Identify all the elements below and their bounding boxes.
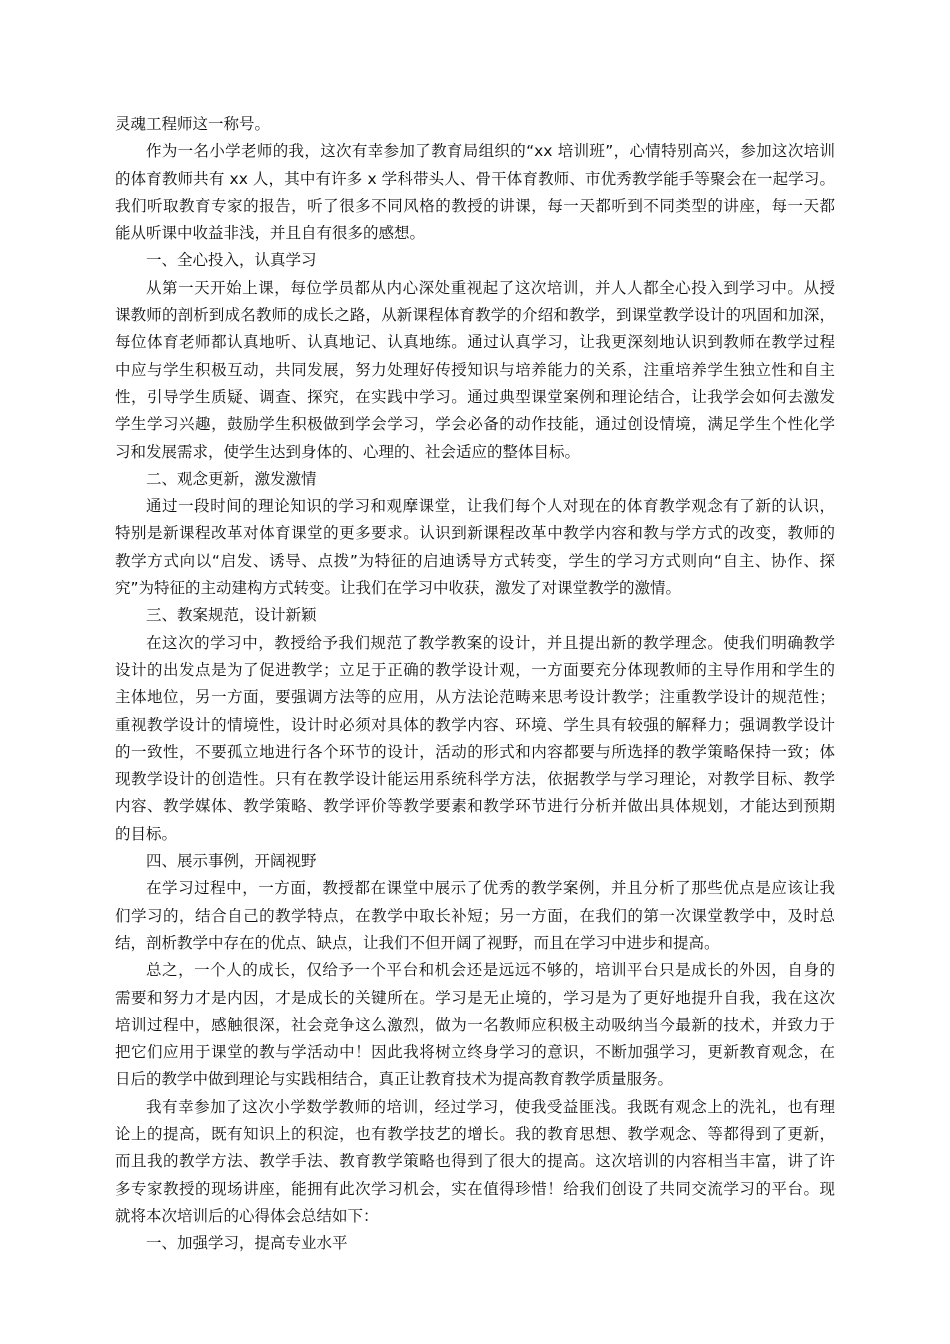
paragraph-line: 习和发展需求，使学生达到身体的、心理的、社会适应的整体目标。	[115, 442, 581, 461]
paragraph-first-line: 通过一段时间的理论知识的学习和观摩课堂，让我们每个人对现在的体育教学观念有了新的认识，	[146, 497, 835, 516]
paragraph-line: 多专家教授的现场讲座，能拥有此次学习机会，实在值得珍惜！给我们创设了共同交流学习的平台。现	[115, 1179, 835, 1198]
paragraph-line: 就将本次培训后的心得体会总结如下：	[115, 1206, 379, 1225]
paragraph-line: 日后的教学中做到理论与实践相结合，真正让教育技术为提高教育教学质量服务。	[115, 1070, 674, 1089]
paragraph-line: 能从听课中收益非浅，并且自有很多的感想。	[115, 224, 426, 243]
paragraph-line: 教学方式向以“启发、诱导、点拨”为特征的启迪诱导方式转变，学生的学习方式则向“自主、协作、探	[115, 551, 835, 570]
paragraph-line: 每位体育老师都认真地听、认真地记、认真地练。通过认真学习，让我更深刻地认识到教师在教学过程	[115, 333, 835, 352]
paragraph-line: 性，引导学生质疑、调查、探究，在实践中学习。通过典型课堂案例和理论结合，让我学会如何去激发	[115, 387, 835, 406]
paragraph-line: 究”为特征的主动建构方式转变。让我们在学习中收获，激发了对课堂教学的激情。	[115, 579, 682, 598]
paragraph-line: 设计的出发点是为了促进教学；立足于正确的教学设计观，一方面要充分体现教师的主导作用和学生的	[115, 660, 835, 679]
paragraph-first-line: 一、全心投入，认真学习	[146, 251, 317, 270]
paragraph-first-line: 我有幸参加了这次小学数学教师的培训，经过学习，使我受益匪浅。我既有观念上的洗礼，也有理	[146, 1097, 835, 1116]
paragraph-line: 学生学习兴趣，鼓励学生积极做到学会学习，学会必备的动作技能，通过创设情境，满足学生个性化学	[115, 415, 835, 434]
paragraph-first-line: 作为一名小学老师的我，这次有幸参加了教育局组织的“xx 培训班”，心情特别高兴，参加这次培训	[146, 142, 835, 161]
paragraph-line: 需要和努力才是内因，才是成长的关键所在。学习是无止境的，学习是为了更好地提升自我，我在这次	[115, 988, 835, 1007]
document-body	[115, 111, 835, 1257]
paragraph-line: 把它们应用于课堂的教与学活动中！因此我将树立终身学习的意识，不断加强学习，更新教育观念，在	[115, 1043, 835, 1062]
paragraph-line: 的体育教师共有 xx 人，其中有许多 x 学科带头人、骨干体育教师、市优秀教学能手等聚会在一起学习。	[115, 169, 835, 188]
paragraph-line: 的目标。	[115, 824, 178, 843]
paragraph-line: 重视教学设计的情境性，设计时必须对具体的教学内容、环境、学生具有较强的解释力；强调教学设计	[115, 715, 835, 734]
paragraph-first-line: 在这次的学习中，教授给予我们规范了教学教案的设计，并且提出新的教学理念。使我们明确教学	[146, 633, 835, 652]
paragraph-first-line: 三、教案规范，设计新颖	[146, 606, 317, 625]
paragraph-first-line: 四、展示事例，开阔视野	[146, 852, 317, 871]
paragraph-line: 我们听取教育专家的报告，听了很多不同风格的教授的讲课，每一天都听到不同类型的讲座，每一天都	[115, 196, 835, 215]
paragraph-line: 培训过程中，感触很深，社会竞争这么激烈，做为一名教师应积极主动吸纳当今最新的技术，并致力于	[115, 1015, 835, 1034]
paragraph-line: 内容、教学媒体、教学策略、教学评价等教学要素和教学环节进行分析并做出具体规划，才能达到预期	[115, 797, 835, 816]
paragraph-line: 的一致性，不要孤立地进行各个环节的设计，活动的形式和内容都要与所选择的教学策略保持一致；体	[115, 742, 835, 761]
paragraph-line: 现教学设计的创造性。只有在教学设计能运用系统科学方法，依据教学与学习理论，对教学目标、教学	[115, 770, 835, 789]
paragraph-first-line: 二、观念更新，激发激情	[146, 469, 317, 488]
paragraph-first-line: 一、加强学习，提高专业水平	[146, 1234, 348, 1253]
paragraph-line: 中应与学生积极互动，共同发展，努力处理好传授知识与培养能力的关系，注重培养学生独立性和自主	[115, 360, 835, 379]
paragraph-line: 主体地位，另一方面，要强调方法等的应用，从方法论范畴来思考设计教学；注重教学设计的规范性；	[115, 688, 835, 707]
paragraph-line: 而且我的教学方法、教学手法、教育教学策略也得到了很大的提高。这次培训的内容相当丰富，讲了许	[115, 1152, 835, 1171]
paragraph-line: 论上的提高，既有知识上的积淀，也有教学技艺的增长。我的教育思想、教学观念、等都得到了更新，	[115, 1124, 835, 1143]
paragraph-first-line: 在学习过程中，一方面，教授都在课堂中展示了优秀的教学案例，并且分析了那些优点是应该让我	[146, 879, 835, 898]
paragraph-line: 结，剖析教学中存在的优点、缺点，让我们不但开阔了视野，而且在学习中进步和提高。	[115, 933, 720, 952]
paragraph-line: 们学习的，结合自己的教学特点，在教学中取长补短；另一方面，在我们的第一次课堂教学中，及时总	[115, 906, 835, 925]
paragraph-line: 特别是新课程改革对体育课堂的更多要求。认识到新课程改革中教学内容和教与学方式的改变，教师的	[115, 524, 835, 543]
paragraph-line: 课教师的剖析到成名教师的成长之路，从新课程体育教学的介绍和教学，到课堂教学设计的巩固和加深，	[115, 306, 835, 325]
paragraph-first-line: 总之，一个人的成长，仅给予一个平台和机会还是远远不够的，培训平台只是成长的外因，自身的	[146, 961, 835, 980]
paragraph-line: 灵魂工程师这一称号。	[115, 115, 271, 133]
paragraph-first-line: 从第一天开始上课，每位学员都从内心深处重视起了这次培训，并人人都全心投入到学习中。从授	[146, 278, 835, 297]
